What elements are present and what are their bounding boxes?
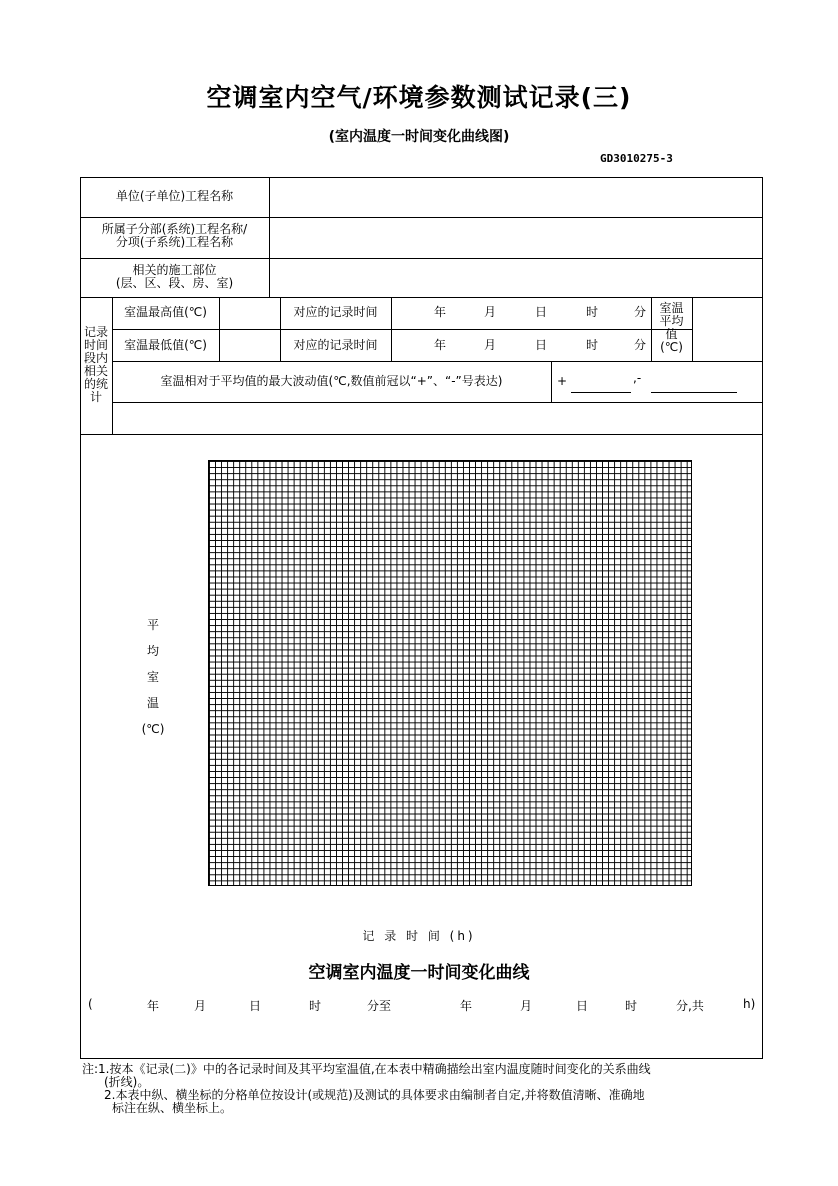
plus-value-line xyxy=(571,392,631,393)
plus-sign: + xyxy=(557,374,568,388)
range-hour2: 时 xyxy=(625,999,638,1013)
note-line-2: (折线)。 xyxy=(104,1075,150,1089)
avg-temp-label-3: 值 xyxy=(665,327,678,341)
unit-name-label: 单位(子单位)工程名称 xyxy=(115,189,234,203)
minute-label: 分 xyxy=(634,338,647,352)
fluctuation-label: 室温相对于平均值的最大波动值(℃,数值前冠以“+”、“-”号表达) xyxy=(160,374,503,388)
form-code: GD3010275-3 xyxy=(600,152,673,165)
sub-project-label-1: 所属子分部(系统)工程名称/ xyxy=(101,222,248,236)
avg-temp-label-1: 室温 xyxy=(659,301,684,315)
range-month1: 月 xyxy=(194,999,207,1013)
row-divider xyxy=(80,258,763,259)
range-hours-close: h) xyxy=(743,997,756,1011)
page-title: 空调室内空气/环境参数测试记录(三) xyxy=(206,83,632,112)
location-label-2: (层、区、段、房、室) xyxy=(115,276,234,290)
month-label: 月 xyxy=(484,338,497,352)
range-year1: 年 xyxy=(147,999,160,1013)
range-year2: 年 xyxy=(460,999,473,1013)
y-axis-char: 室 xyxy=(146,670,159,684)
month-label: 月 xyxy=(484,305,497,319)
col-divider xyxy=(219,297,220,361)
note-line-3: 2.本表中纵、横坐标的分格单位按设计(或规范)及测试的具体要求由编制者自定,并将数值清晰、准确地 xyxy=(104,1088,645,1102)
range-open: ( xyxy=(88,997,93,1011)
row-divider xyxy=(80,217,763,218)
row-divider xyxy=(112,329,692,330)
y-axis-char: (℃) xyxy=(141,722,165,736)
stats-group-label: 记录时间段内相关的统计 xyxy=(83,325,108,404)
minute-label: 分 xyxy=(634,305,647,319)
page-subtitle: (室内温度一时间变化曲线图) xyxy=(328,129,510,145)
col-divider xyxy=(551,361,552,402)
avg-temp-label-2: 平均 xyxy=(659,314,684,328)
y-axis-char: 均 xyxy=(146,644,159,658)
chart-title: 空调室内温度一时间变化曲线 xyxy=(308,963,530,983)
range-min-to: 分至 xyxy=(367,999,392,1013)
col-divider xyxy=(269,177,270,297)
location-label-1: 相关的施工部位 xyxy=(132,263,217,277)
x-axis-label: 记 录 时 间 (h) xyxy=(362,929,476,943)
range-min-total: 分,共 xyxy=(676,999,704,1013)
record-time-label: 对应的记录时间 xyxy=(293,338,378,352)
min-temp-label: 室温最低值(℃) xyxy=(124,338,207,352)
hour-label: 时 xyxy=(586,305,599,319)
y-axis-char: 温 xyxy=(146,696,159,710)
year-label: 年 xyxy=(434,305,447,319)
max-temp-label: 室温最高值(℃) xyxy=(124,305,207,319)
col-divider xyxy=(391,297,392,361)
hour-label: 时 xyxy=(586,338,599,352)
row-divider xyxy=(112,402,763,403)
range-hour1: 时 xyxy=(309,999,322,1013)
y-axis-label xyxy=(138,612,168,742)
y-axis-char: 平 xyxy=(146,618,159,632)
minus-value-line xyxy=(651,392,737,393)
graph-paper-grid xyxy=(208,460,692,886)
row-divider xyxy=(112,361,763,362)
note-line-1: 注:1.按本《记录(二)》中的各记录时间及其平均室温值,在本表中精确描绘出室内温度随时间变化的关系曲线 xyxy=(82,1062,651,1076)
record-time-label: 对应的记录时间 xyxy=(293,305,378,319)
row-divider xyxy=(80,297,763,298)
range-day1: 日 xyxy=(249,999,262,1013)
sub-project-label-2: 分项(子系统)工程名称 xyxy=(115,235,234,249)
minus-sign: ,- xyxy=(633,371,642,385)
range-day2: 日 xyxy=(576,999,589,1013)
day-label: 日 xyxy=(535,305,548,319)
avg-temp-label-4: (℃) xyxy=(660,340,683,354)
range-month2: 月 xyxy=(520,999,533,1013)
col-divider xyxy=(692,297,693,361)
row-divider xyxy=(80,434,763,435)
day-label: 日 xyxy=(535,338,548,352)
year-label: 年 xyxy=(434,338,447,352)
note-line-4: 标注在纵、横坐标上。 xyxy=(112,1101,233,1115)
